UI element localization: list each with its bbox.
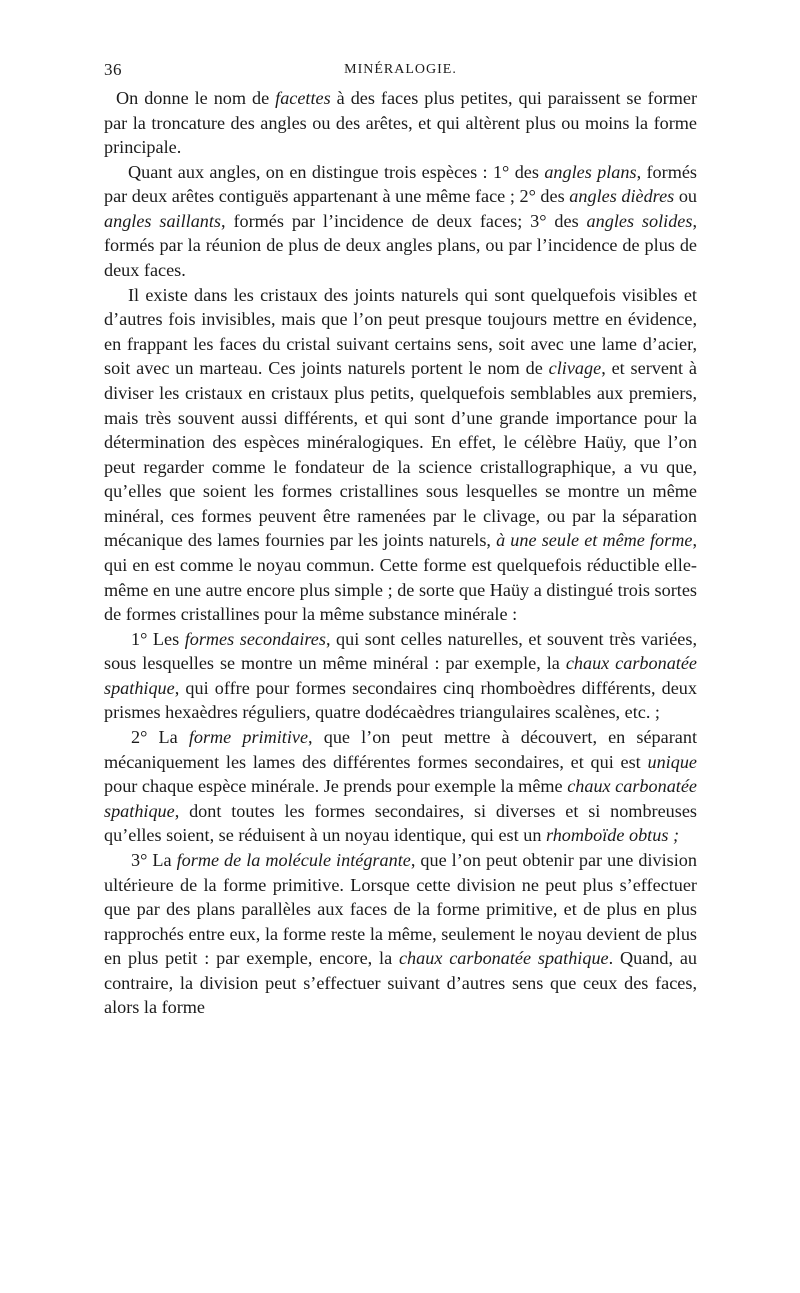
text-segment: On donne le nom de [116, 88, 276, 108]
paragraph-molecule-integrante [104, 848, 697, 1020]
page-body [104, 86, 697, 1020]
italic-term: angles saillants [104, 210, 222, 231]
running-title: MINÉRALOGIE. [344, 62, 457, 77]
paragraph-angles [104, 160, 697, 283]
italic-term: chaux carbonatée spathique [104, 653, 697, 698]
paragraph-facettes [104, 86, 697, 160]
italic-term: angles plans [544, 161, 637, 182]
text-segment: à des faces plus petites, qui paraissent se former par la troncature des angles ou des arêtes, et qui altèrent plus ou moins la forme principale. [104, 88, 697, 158]
text-segment: 1° Les [131, 628, 185, 649]
italic-term: à une seule et même forme [496, 530, 693, 551]
italic-term: chaux carbonatée spathique [398, 948, 609, 969]
text-segment: 2° La [131, 727, 189, 748]
italic-term: forme primitive [188, 727, 309, 748]
paragraph-forme-primitive [104, 725, 697, 848]
italic-term: chaux carbonatée spathique [104, 776, 697, 821]
italic-term: unique [647, 751, 697, 772]
text-segment: , qui sont celles naturelles, et souvent très variées, sous lesquelles se montre un même minéral : par exemple, la [104, 628, 697, 674]
italic-term: rhomboïde obtus ; [545, 825, 680, 846]
italic-term: forme de la molécule intégrante [176, 849, 411, 870]
text-segment: pour chaque espèce minérale. Je prends pour exemple la même [104, 776, 568, 797]
text-segment: Quant aux angles, on en distingue trois espèces : 1° des [128, 161, 545, 182]
text-segment: , formés par l’incidence de deux faces; 3° des [221, 210, 587, 231]
running-head [104, 60, 697, 86]
text-segment: 3° La [131, 849, 177, 870]
text-segment: , que l’on peut obtenir par une division ultérieure de la forme primitive. Lorsque cette division ne peut plus s’effectuer que par des plans parallèles aux faces de la forme primitive, et de plus en plus rapprochés entre eux, la forme reste la même, seulement le noyau devient de plus en plus petit : par exemple, encore, la [104, 849, 697, 969]
italic-term: formes secondaires [184, 628, 326, 649]
text-segment: , qui en est comme le noyau commun. Cette forme est quelquefois réductible elle-même en une autre encore plus simple ; de sorte que Haüy a distingué trois sortes de formes cristallines pour la même substance minérale : [104, 530, 697, 625]
text-segment: , dont toutes les formes secondaires, si diverses et si nombreuses qu’elles soient, se réduisent à un noyau identique, qui est un [104, 800, 697, 846]
text-segment: ou [674, 186, 698, 207]
text-segment: , qui offre pour formes secondaires cinq rhomboèdres différents, deux prismes hexaèdres réguliers, quatre dodécaèdres triangulaires scalènes, etc. ; [104, 677, 697, 723]
paragraph-clivage [104, 283, 697, 627]
italic-term: angles solides [586, 210, 693, 231]
text-segment: , formés par deux arêtes contiguës appartenant à une même face ; 2° des [104, 161, 697, 207]
italic-term: angles dièdres [569, 186, 675, 207]
text-segment: , que l’on peut mettre à découvert, en séparant mécaniquement les lames des différentes formes secondaires, et qui est [104, 727, 697, 772]
text-segment: Il existe dans les cristaux des joints naturels qui sont quelquefois visibles et d’autres fois invisibles, mais que l’on peut presque toujours mettre en évidence, en frappant les faces du cristal suivant certains sens, soit avec une lame d’acier, soit avec un marteau. Ces joints naturels portent le nom de [104, 284, 697, 379]
text-segment: , et servent à diviser les cristaux en cristaux plus petits, quelquefois semblables aux premiers, mais très souvent aussi différents, et qui sont d’une grande importance pour la détermination des espèces minéralogiques. En effet, le célèbre Haüy, que l’on peut regarder comme le fondateur de la science cristallographique, a vu que, qu’elles que soient les formes cristallines sous lesquelles se montre un même minéral, ces formes peuvent être ramenées par le clivage, ou par la séparation mécanique des lames fournies par les joints naturels, [104, 358, 698, 551]
italic-term: clivage [548, 358, 602, 379]
text-segment: , formés par la réunion de plus de deux angles plans, ou par l’incidence de plus de deux faces. [104, 210, 697, 281]
book-page [104, 60, 697, 1020]
page-number: 36 [104, 60, 122, 79]
paragraph-formes-secondaires [104, 627, 697, 725]
italic-term: facettes [275, 88, 331, 108]
text-segment: . Quand, au contraire, la division peut s’effectuer suivant d’autres sens que ceux des faces, alors la forme [104, 948, 698, 1018]
